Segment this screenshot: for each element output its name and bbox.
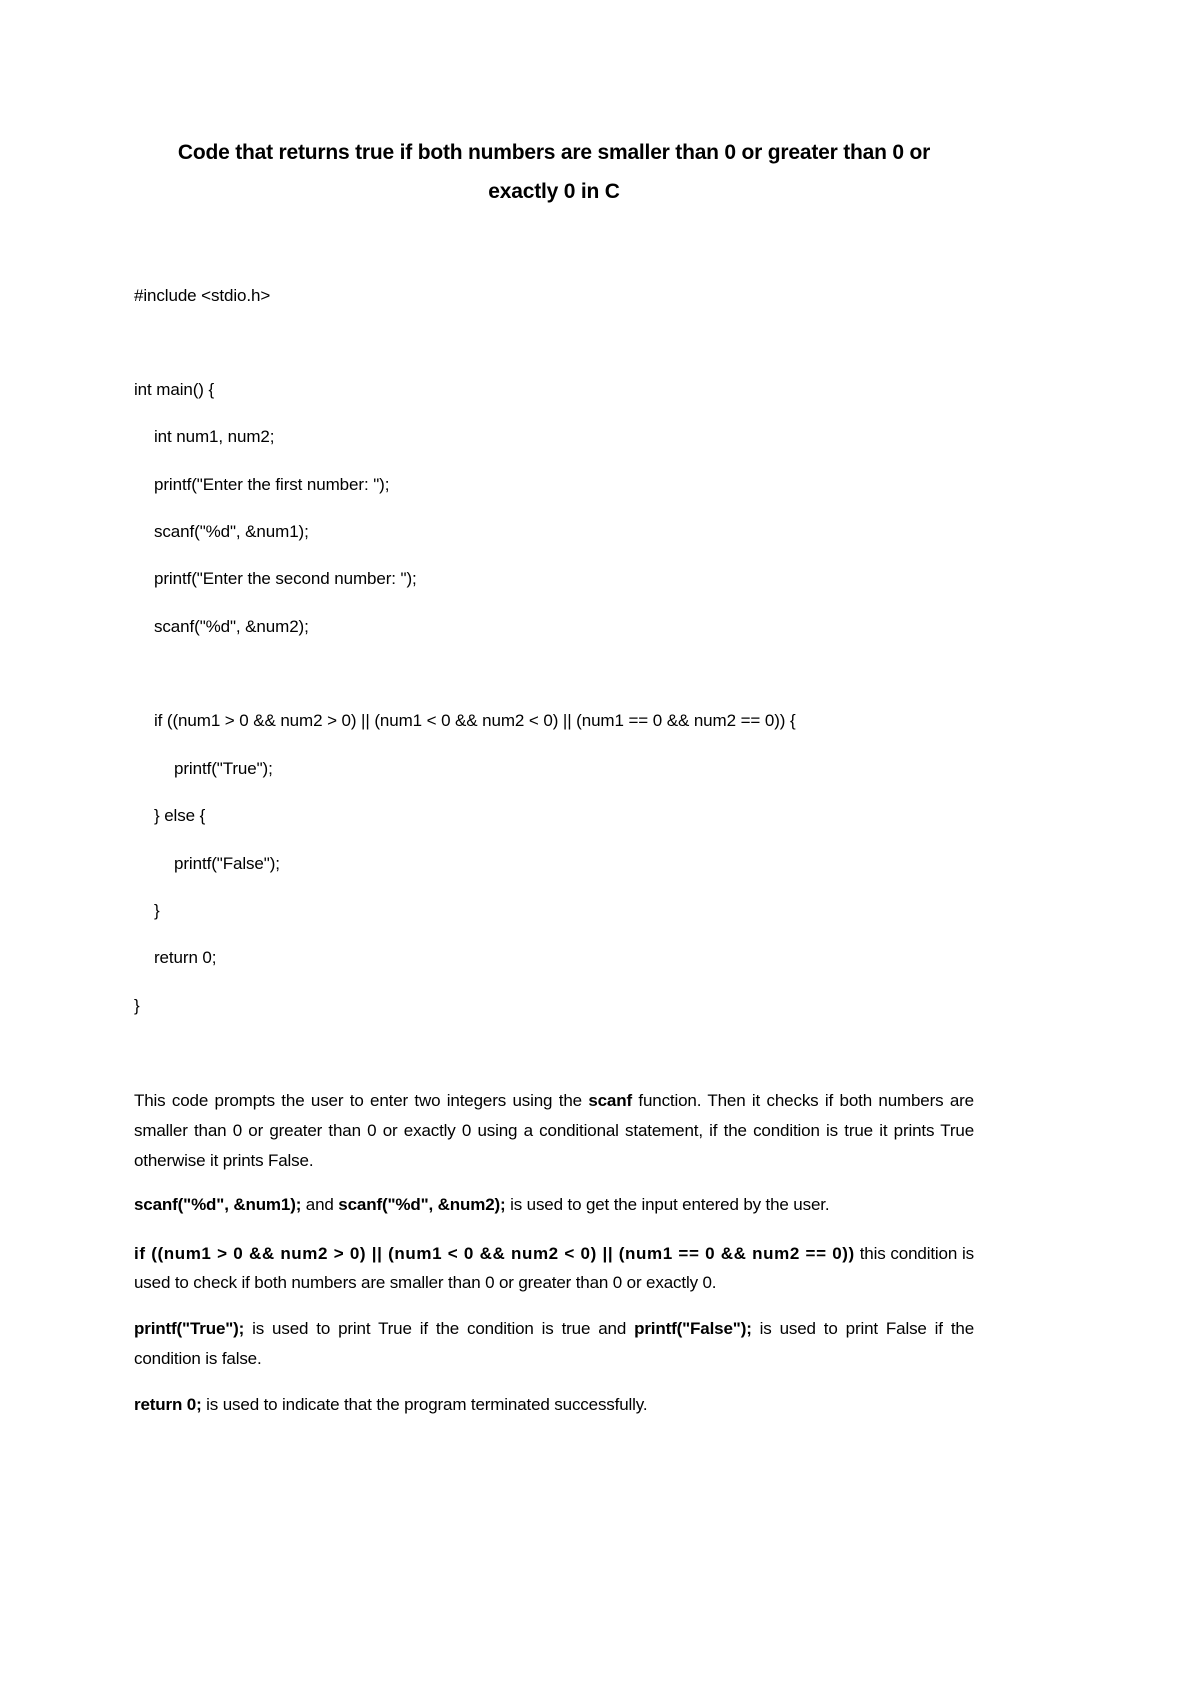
code-line-else: } else { (154, 806, 206, 825)
scanf-bold-2: scanf("%d", &num2); (338, 1195, 506, 1214)
code-line-printf-first: printf("Enter the first number: "); (154, 475, 390, 494)
code-line-declare: int num1, num2; (154, 427, 275, 446)
explanation-condition (134, 1239, 974, 1297)
scanf-text-rest: is used to get the input entered by the user. (505, 1195, 830, 1214)
code-line-main: int main() { (134, 380, 215, 399)
explanation-intro (134, 1086, 974, 1176)
condition-bold: if ((num1 > 0 && num2 > 0) || (num1 < 0 && num2 < 0) || (num1 == 0 && num2 == 0)) (134, 1244, 855, 1263)
intro-text-1: This code prompts the user to enter two integers using the (134, 1091, 589, 1110)
code-line-printf-true: printf("True"); (174, 759, 273, 778)
document-title (134, 133, 974, 211)
explanation-printf (134, 1314, 974, 1374)
code-line-printf-false: printf("False"); (174, 854, 280, 873)
code-line-close-else: } (154, 901, 160, 920)
code-line-scanf-second: scanf("%d", &num2); (154, 617, 309, 636)
explanation-return (134, 1390, 974, 1420)
code-line-return: return 0; (154, 948, 217, 967)
return-text-rest: is used to indicate that the program terminated successfully. (201, 1395, 648, 1414)
printf-text-rest: is used to print False if the condition is false. (134, 1319, 975, 1368)
condition-text-rest: this condition is used to check if both numbers are smaller than 0 or greater than 0 or exactly 0. (134, 1244, 974, 1292)
scanf-text-mid: and (301, 1195, 339, 1214)
explanation-scanf (134, 1190, 974, 1220)
code-line-close-main: } (134, 996, 140, 1015)
code-line-include: #include <stdio.h> (134, 286, 271, 305)
intro-bold-scanf: scanf (588, 1091, 632, 1110)
code-line-printf-second: printf("Enter the second number: "); (154, 569, 417, 588)
scanf-bold-1: scanf("%d", &num1); (134, 1195, 302, 1214)
intro-text-2: function. Then it checks if both numbers are smaller than 0 or greater than 0 or exactly 0 using a conditional statement, if the condition is true it prints True otherwise it prints False. (134, 1091, 974, 1170)
printf-bold-true: printf("True"); (134, 1319, 245, 1338)
code-line-if: if ((num1 > 0 && num2 > 0) || (num1 < 0 && num2 < 0) || (num1 == 0 && num2 == 0)) { (154, 711, 796, 730)
title-line-2: exactly 0 in C (488, 180, 620, 203)
return-bold: return 0; (134, 1395, 202, 1414)
printf-bold-false: printf("False"); (634, 1319, 752, 1338)
printf-text-mid: is used to print True if the condition is true and (244, 1319, 635, 1338)
code-line-scanf-first: scanf("%d", &num1); (154, 522, 309, 541)
title-line-1: Code that returns true if both numbers are smaller than 0 or greater than 0 or (177, 141, 931, 164)
